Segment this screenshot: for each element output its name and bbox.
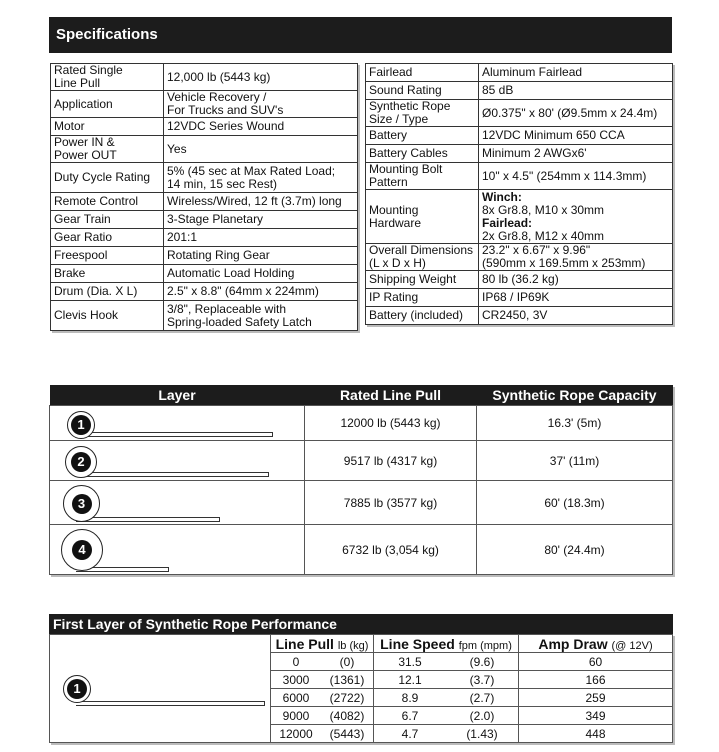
rated-line-pull-header: Rated Line Pull: [305, 385, 477, 406]
spec-label: Motor: [51, 118, 164, 136]
spec-label: Power IN & Power OUT: [51, 136, 164, 163]
spec-label: Freespool: [51, 247, 164, 265]
drum-layer-circle: [61, 529, 103, 571]
rated-line-pull: 9517 lb (4317 kg): [305, 441, 477, 481]
spec-row: [51, 64, 358, 91]
spec-value: Vehicle Recovery / For Trucks and SUV's: [164, 91, 358, 118]
rated-line-pull: 12000 lb (5443 kg): [305, 406, 477, 441]
spec-label: Drum (Dia. X L): [51, 283, 164, 301]
spec-label: IP Rating: [366, 289, 479, 307]
spec-label: Mounting Bolt Pattern: [366, 163, 479, 190]
spec-label: Gear Train: [51, 211, 164, 229]
rope-line: [76, 472, 269, 477]
spec-row: [51, 136, 358, 163]
spec-label: Clevis Hook: [51, 301, 164, 331]
performance-header-row: [50, 635, 673, 653]
spec-row: [51, 163, 358, 193]
line-pull-header: [271, 635, 374, 653]
performance-layer-graphic: [50, 635, 271, 743]
amp-draw-unit: (@ 12V): [611, 639, 653, 652]
table-row: [50, 481, 673, 525]
spec-value: Wireless/Wired, 12 ft (3.7m) long: [164, 193, 358, 211]
layer-number: 4: [72, 540, 92, 560]
spec-label: Sound Rating: [366, 82, 479, 100]
spec-row: [366, 145, 673, 163]
spec-value: 10" x 4.5" (254mm x 114.3mm): [479, 163, 673, 190]
spec-label: Shipping Weight: [366, 271, 479, 289]
spec-label: Brake: [51, 265, 164, 283]
spec-value: CR2450, 3V: [479, 307, 673, 325]
winch-label: Winch:: [482, 189, 522, 204]
pull-lb: 3000: [271, 671, 322, 689]
speed-fpm: 4.7: [374, 725, 447, 743]
rope-capacity: 80' (24.4m): [477, 525, 673, 575]
spec-row: [366, 289, 673, 307]
rated-line-pull: 7885 lb (3577 kg): [305, 481, 477, 525]
line-speed-unit: fpm (mpm): [458, 639, 512, 652]
rope-line: [76, 701, 265, 706]
layer-number: 2: [71, 452, 91, 472]
spec-label: Application: [51, 91, 164, 118]
speed-fpm: 8.9: [374, 689, 447, 707]
layer-table: [49, 385, 673, 575]
layer-graphic: [50, 525, 305, 575]
pull-kg: (1361): [321, 671, 374, 689]
amp-draw: 349: [519, 707, 673, 725]
performance-title: First Layer of Synthetic Rope Performance: [49, 614, 673, 634]
layer-graphic: [50, 441, 305, 481]
spec-label: Rated Single Line Pull: [51, 64, 164, 91]
layer-number: 3: [72, 494, 92, 514]
spec-value: Aluminum Fairlead: [479, 64, 673, 82]
spec-value: Automatic Load Holding: [164, 265, 358, 283]
amp-draw-title: Amp Draw: [538, 635, 608, 652]
speed-mpm: (2.7): [446, 689, 519, 707]
layer-number: 1: [71, 415, 91, 435]
speed-mpm: (3.7): [446, 671, 519, 689]
spec-value: [479, 190, 673, 244]
spec-label: Remote Control: [51, 193, 164, 211]
spec-label: Synthetic Rope Size / Type: [366, 100, 479, 127]
amp-draw: 60: [519, 653, 673, 671]
amp-draw: 259: [519, 689, 673, 707]
rated-line-pull: 6732 lb (3,054 kg): [305, 525, 477, 575]
line-pull-unit: lb (kg): [337, 639, 369, 652]
spec-value: 23.2" x 6.67" x 9.96" (590mm x 169.5mm x 253mm): [479, 244, 673, 271]
spec-row: [366, 190, 673, 244]
rope-line: [76, 517, 220, 522]
performance-table: [49, 634, 673, 743]
drum-layer-circle: [67, 411, 95, 439]
speed-fpm: 12.1: [374, 671, 447, 689]
spec-label: Battery (included): [366, 307, 479, 325]
table-row: [50, 525, 673, 575]
pull-lb: 6000: [271, 689, 322, 707]
spec-label: Duty Cycle Rating: [51, 163, 164, 193]
speed-fpm: 31.5: [374, 653, 447, 671]
spec-value: 12VDC Series Wound: [164, 118, 358, 136]
rope-capacity-header: Synthetic Rope Capacity: [477, 385, 673, 406]
spec-row: [366, 100, 673, 127]
spec-value: 201:1: [164, 229, 358, 247]
fairlead-label: Fairlead:: [482, 215, 533, 230]
pull-lb: 9000: [271, 707, 322, 725]
speed-mpm: (9.6): [446, 653, 519, 671]
spec-value: 85 dB: [479, 82, 673, 100]
spec-row: [51, 283, 358, 301]
spec-value: 3-Stage Planetary: [164, 211, 358, 229]
rope-capacity: 60' (18.3m): [477, 481, 673, 525]
pull-lb: 0: [271, 653, 322, 671]
drum-layer-circle: [65, 446, 97, 478]
layer-graphic: [50, 406, 305, 441]
spec-value: 12VDC Minimum 650 CCA: [479, 127, 673, 145]
spec-value: 3/8", Replaceable with Spring-loaded Safety Latch: [164, 301, 358, 331]
speed-fpm: 6.7: [374, 707, 447, 725]
left-spec-table: [50, 63, 358, 331]
amp-draw: 166: [519, 671, 673, 689]
spec-row: [366, 307, 673, 325]
spec-value: Minimum 2 AWGx6': [479, 145, 673, 163]
spec-label: Mounting Hardware: [366, 190, 479, 244]
drum-layer-circle: [63, 485, 100, 522]
spec-row: [366, 271, 673, 289]
spec-value: 80 lb (36.2 kg): [479, 271, 673, 289]
pull-lb: 12000: [271, 725, 322, 743]
spec-row: [51, 193, 358, 211]
spec-value: Rotating Ring Gear: [164, 247, 358, 265]
amp-draw-header: [519, 635, 673, 653]
pull-kg: (4082): [321, 707, 374, 725]
spec-row: [51, 211, 358, 229]
spec-value: 5% (45 sec at Max Rated Load; 14 min, 15 sec Rest): [164, 163, 358, 193]
spec-row: [51, 301, 358, 331]
speed-mpm: (2.0): [446, 707, 519, 725]
layer-graphic: [50, 481, 305, 525]
line-pull-title: Line Pull: [275, 635, 334, 652]
line-speed-title: Line Speed: [380, 635, 455, 652]
spec-row: [366, 82, 673, 100]
spec-row: [366, 244, 673, 271]
spec-row: [366, 163, 673, 190]
drum-layer-circle: [63, 675, 91, 703]
speed-mpm: (1.43): [446, 725, 519, 743]
spec-row: [51, 91, 358, 118]
spec-value: 12,000 lb (5443 kg): [164, 64, 358, 91]
spec-label: Battery Cables: [366, 145, 479, 163]
pull-kg: (5443): [321, 725, 374, 743]
spec-label: Battery: [366, 127, 479, 145]
pull-kg: (2722): [321, 689, 374, 707]
line-speed-header: [374, 635, 519, 653]
spec-row: [51, 229, 358, 247]
spec-value: Ø0.375" x 80' (Ø9.5mm x 24.4m): [479, 100, 673, 127]
fairlead-hardware: 2x Gr8.8, M12 x 40mm: [482, 228, 605, 243]
rope-line: [76, 432, 273, 437]
spec-value: Yes: [164, 136, 358, 163]
spec-row: [51, 265, 358, 283]
layer-header: Layer: [50, 385, 305, 406]
layer-number: 1: [67, 679, 87, 699]
table-row: [50, 406, 673, 441]
right-spec-table: [365, 63, 673, 325]
pull-kg: (0): [321, 653, 374, 671]
spec-label: Overall Dimensions (L x D x H): [366, 244, 479, 271]
table-row: [50, 441, 673, 481]
spec-label: Fairlead: [366, 64, 479, 82]
spec-label: Gear Ratio: [51, 229, 164, 247]
spec-row: [366, 127, 673, 145]
specifications-title: Specifications: [49, 17, 672, 53]
spec-row: [51, 247, 358, 265]
spec-value: IP68 / IP69K: [479, 289, 673, 307]
spec-value: 2.5" x 8.8" (64mm x 224mm): [164, 283, 358, 301]
rope-capacity: 16.3' (5m): [477, 406, 673, 441]
spec-row: [366, 64, 673, 82]
amp-draw: 448: [519, 725, 673, 743]
spec-row: [51, 118, 358, 136]
winch-hardware: 8x Gr8.8, M10 x 30mm: [482, 202, 605, 217]
rope-capacity: 37' (11m): [477, 441, 673, 481]
